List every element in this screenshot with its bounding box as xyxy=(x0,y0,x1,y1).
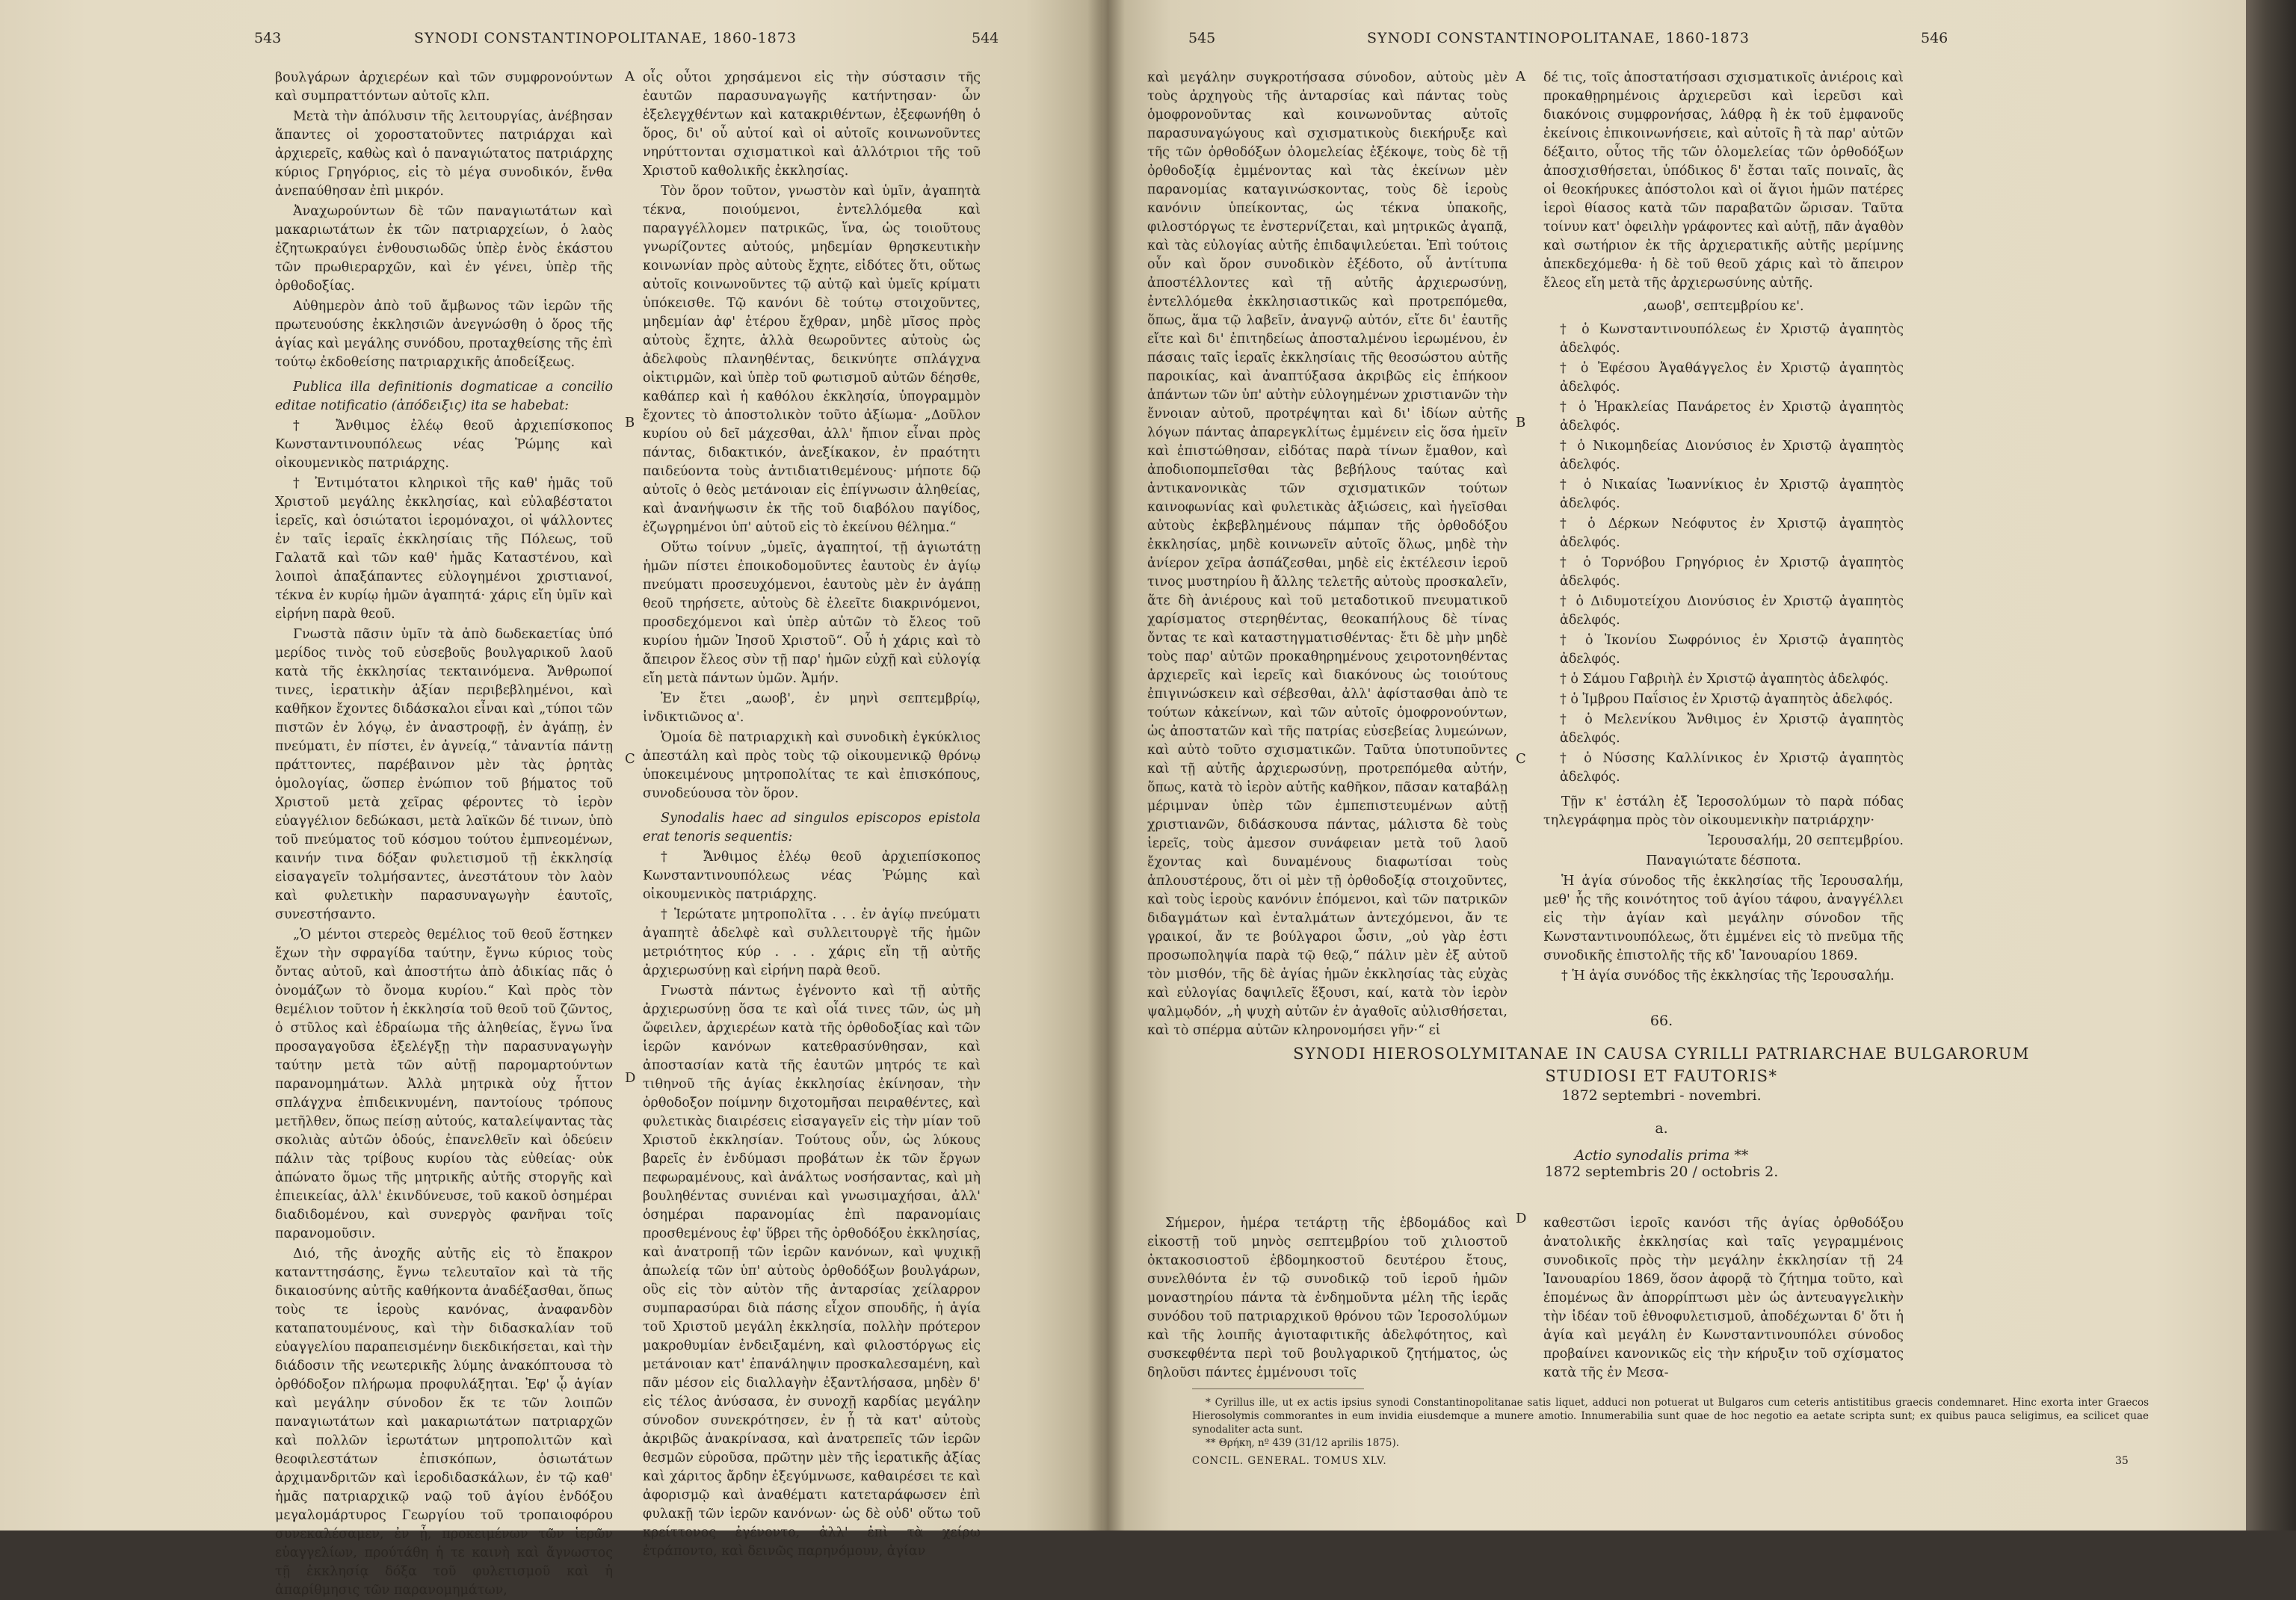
paragraph: Γνωστὰ πάντως ἐγένοντο καὶ τῇ αὐτῆς ἀρχιερωσύνῃ ὅσα τε καὶ οἷά τινες τῶν, ὡς μὴ ὤφειλεν, ἀρχιερέων κατὰ τῆς ὀρθοδοξίας καὶ τῶν ἱερῶν κανόνων κατεθρασύνθησαν, καὶ ἀποστασίαν κατὰ τῆς ἑαυτῶν μητρός τε καὶ τιθηνοῦ τῆς ἁγίας ἐκκλησίας ἐκίνησαν, τὴν ὀρθοδοξον ποίμνην διχοτομῆσαι πειραθέντες, καὶ φυλετικὰς διαιρέσεις εἰσαγαγεῖν εἰς τὴν μίαν τοῦ Χριστοῦ ἐκκλησίαν. Τούτους οὖν, ὡς λύκους βαρεῖς ἐν ἐνδύμασι προβάτων ἐκ τῶν ἔργων πεφωραμένους, καὶ ἀνάλτως νοσήσαντας, καὶ μὴ βουληθέντας συνιέναι καὶ γνωσιμαχήσαι, ἀλλ' ὁσημέραι παρανομίας ἐπὶ παρανομίαις προσθεμένους ἐφ' ὕβρει τῆς ὀρθοδόξου ἐκκλησίας, καὶ ἀνατροπῇ τῶν ἱερῶν κανόνων, καὶ ψυχικῇ ἀπωλείᾳ τῶν ὑπ' αὐτοὺς ὀρθοδόξων βουλγάρων, οὓς εἰς τὸν αὐτὸν τῆς ἀνταρσίας χείλαρρον συμπαρασύραι διὰ πάσης εἶχον σπουδῆς, ἡ ἁγία τοῦ Χριστοῦ μεγάλη ἐκκλησία, πολλὴν πρότερον μακροθυμίαν ἐνδειξαμένη, καὶ φιλοστόργως εἰς μετάνοιαν κατ' ἐπανάληψιν προσκαλεσαμένη, καὶ πᾶν μέσον εἰς διαλλαγὴν ἐξαντλήσασα, μηδὲν δ' εἰς τέλος ἀνύσασα, ἐν συνοχῇ καρδίας μεγάλην σύνοδον συνεκρότησεν, ἐν ᾗ τὰ κατ' αὐτοὺς ἀκριβῶς ἀνακρίνασα, καὶ ἀνατρεπεῖς τῶν ἱερῶν θεσμῶν εὑροῦσα, πρῶτην μὲν τῆς ἱερατικῆς ἀξίας καὶ χάριτος ἄρδην ἐξεγύμνωσε, καθαιρέσει τε καὶ ἀφορισμῷ καὶ ἀναθέματι κατεταράφωσεν ἐπὶ φυλακῇ τῶν ἱερῶν κανόνων· ὡς δὲ οὐδ' οὕτω τοῦ κρείττονος ἐγένοντο, ἀλλ' ἐπὶ τὰ χείρω ἐτράποντο, καὶ δεινῶς παρηνόμουν, ἁγίαν xyxy=(643,983,981,1559)
section-heading xyxy=(1149,1013,2173,1180)
section-title: SYNODI HIEROSOLYMITANAE IN CAUSA CYRILLI PATRIARCHAE BULGARORUM xyxy=(1293,1045,2030,1063)
margin-letter-c: C xyxy=(1516,751,1526,767)
paragraph: βουλγάρων ἀρχιερέων καὶ τῶν συμφρονούντων καὶ συμπραττόντων αὐτοῖς κλπ. xyxy=(275,70,613,104)
telegram-salutation: Παναγιώτατε δέσποτα. xyxy=(1646,853,1801,868)
page-number-right: 545 xyxy=(1188,30,1216,46)
margin-letter-b: B xyxy=(1516,415,1526,430)
bottom-column-1 xyxy=(1147,1214,1507,1380)
signature-entry: † ὁ Ἰμβρου Παΐσιος ἐν Χριστῷ ἀγαπητὸς ἀδελφός. xyxy=(1560,692,1893,707)
page-number-left-2: 544 xyxy=(972,30,999,46)
paragraph: † Ἐντιμότατοι κληρικοὶ τῆς καθ' ἡμᾶς τοῦ Χριστοῦ μεγάλης ἐκκλησίας, καὶ εὐλαβέστατοι ἱερεῖς, καὶ ὁσιώτατοι ἱερομόναχοι, οἱ ψάλλοντες ἐν ταῖς ἱεραῖς ἐκκλησίαις τῆς Πόλεως, τοῦ Γαλατᾶ καὶ τῶν καθ' ἡμᾶς Καταστένου, καὶ λοιποὶ ἀπαξάπαντες εὐλογημένοι χριστιανοί, τέκνα ἐν κυρίῳ ἡμῶν ἀγαπητά· χάρις εἴη ὑμῖν καὶ εἰρήνη παρὰ θεοῦ. xyxy=(275,476,613,622)
margin-letter-c: C xyxy=(625,751,635,767)
left-column-2 xyxy=(643,69,981,1559)
signature-entry: † ὁ Ἰκονίου Σωφρόνιος ἐν Χριστῷ ἀγαπητὸς ἀδελφός. xyxy=(1560,633,1904,667)
right-column-1 xyxy=(1147,69,1507,1038)
footnote xyxy=(1192,1396,2149,1450)
margin-letter-a: A xyxy=(625,69,635,84)
signature-entry: † ὁ Τορνόβου Γρηγόριος ἐν Χριστῷ ἀγαπητὸς ἀδελφός. xyxy=(1560,555,1904,589)
paragraph: Οὕτω τοίνυν „ὑμεῖς, ἀγαπητοί, τῇ ἁγιωτάτῃ ἡμῶν πίστει ἐποικοδομοῦντες ἑαυτοὺς ἐν ἁγίῳ πνεύματι προσευχόμενοι, ἑαυτοὺς μὲν ἐν ἀγάπῃ θεοῦ τηρήσετε, αὐτοὺς δὲ ἐλεεῖτε διακρινόμενοι, προσδεχόμενοι καὶ ὑπὲρ αὐτῶν τὸ ἔλεος τοῦ κυρίου ἡμῶν Ἰησοῦ Χριστοῦ“. Οὗ ἡ χάρις καὶ τὸ ἄπειρον ἔλεος σὺν τῇ παρ' ἡμῶν εὐχῇ καὶ εὐλογίᾳ εἴη μετὰ πάντων ὑμῶν. Ἀμήν. xyxy=(643,540,981,686)
paragraph: Γνωστὰ πᾶσιν ὑμῖν τὰ ἀπὸ δωδεκαετίας ὑπό μερίδος τινὸς τοῦ εὐσεβοῦς βουλγαρικοῦ λαοῦ κατὰ τῆς ἐκκλησίας τεκταινόμενα. Ἄνθρωποί τινες, ἱερατικὴν ἀξίαν περιβεβλημένοι, καὶ καθῆκον ἔχοντες διδάσκαλοι εἶναι καὶ „τύποι τῶν πιστῶν ἐν λόγῳ, ἐν ἀναστροφῇ, ἐν ἀγάπῃ, ἐν πνεύματι, ἐν πίστει, ἐν ἁγνείᾳ,“ τἀναντία πάντῃ πράττοντες, παρέβαινον μὲν τὰς ῥρητὰς ὁμολογίας, ὥσπερ ἐνώπιον τοῦ βήματος τοῦ Χριστοῦ μετὰ χεῖρας φέροντες τὸ ἱερὸν εὐαγγέλιον δεδώκασι, μετὰ λαϊκῶν δέ τινων, ὑπὸ τοῦ πνεύματος τοῦ κόσμου τούτου ἐμπνεομένων, καινήν τινα δόξαν φυλετισμοῦ τῇ ἐκκλησίᾳ εἰσαγαγεῖν τολμήσαντες, ἀνεστάτουν τὸν λαὸν καὶ φυλετικὴν παρασυναγωγὴν ἑαυτοῖς, συνεστήσαντο. xyxy=(275,627,613,922)
section-sub: a. xyxy=(1655,1120,1668,1137)
latin-paragraph: Publica illa definitionis dogmaticae a concilio editae notificatio (ἀπόδειξις) ita se habebat: xyxy=(275,380,613,413)
signature-entry: † ὁ Δέρκων Νεόφυτος ἐν Χριστῷ ἀγαπητὸς ἀδελφός. xyxy=(1560,516,1904,550)
date-line: ,αωοβ', σεπτεμβρίου κε'. xyxy=(1643,299,1804,314)
paragraph: „Ὁ μέντοι στερεὸς θεμέλιος τοῦ θεοῦ ἕστηκεν ἔχων τὴν σφραγίδα ταύτην, ἔγνω κύριος τοὺς ὄντας αὐτοῦ, καὶ ἀποστήτω ἀπὸ ἀδικίας πᾶς ὁ ὀνομάζων τὸ ὄνομα κυρίου.“ Καὶ πρὸς τὸν θεμέλιον τοῦτον ἡ ἐκκλησία τοῦ θεοῦ τοῦ ζῶντος, ὁ στῦλος καὶ ἑδραίωμα τῆς ἀληθείας, ἔγνω ἵνα προσαγαγοῦσα ἐξελέγξῃ τὴν παρασυναγωγὴν ταύτην μετὰ τῶν αὐτῇ παρομαρτούντων παρανομημάτων. Ἀλλὰ μητρικὰ οὐχ ἧττον σπλάγχνα ἐπιδεικνυμένη, παντοίους τρόπους μετῆλθεν, ὅπως πείσῃ αὐτούς, καταλείψαντας τὰς σκολιὰς αὐτῶν ὁδούς, ἐπανελθεῖν καὶ ὁδεύειν πάλιν τὰς τρίβους κυρίου τὰς εὐθείας· οὐκ ἀπώνατο ὅμως τῆς μητρικῆς αὐτῆς στοργῆς καὶ ἐπιεικείας, ἀλλ' ἐκινδύνευσε, τοῦ κακοῦ ὁσημέραι διαδιδομένου, καὶ συνεργὸς φανῆναι τοῖς παρανομοῦσιν. xyxy=(275,927,613,1241)
section-number: 66. xyxy=(1650,1013,1673,1029)
margin-letter-b: B xyxy=(625,415,635,430)
signature-entry: † ὁ Νικαίας Ἰωαννίκιος ἐν Χριστῷ ἀγαπητὸς ἀδελφός. xyxy=(1560,478,1904,511)
signature-entry: † ὁ Σάμου Γαβριὴλ ἐν Χριστῷ ἀγαπητὸς ἀδελφός. xyxy=(1560,672,1889,687)
paragraph: Ἀναχωρούντων δὲ τῶν παναγιωτάτων καὶ μακαριωτάτων ἐκ τῶν πατριαρχείων, ὁ λαὸς ἐζητωκραύγει ἐνθουσιωδῶς ὑπὲρ ἑνὸς ἑκάστου τῶν πρωθιεραρχῶν, καὶ ἐν γένει, ὑπὲρ τῆς ὀρθοδοξίας. xyxy=(275,204,613,294)
paragraph: Σήμερον, ἡμέρα τετάρτῃ τῆς ἑβδομάδος καὶ εἰκοστῇ τοῦ μηνὸς σεπτεμβρίου τοῦ χιλιοστοῦ ὀκτακοσιοστοῦ ἑβδομηκοστοῦ δευτέρου ἔτους, συνελθόντα ἐν τῷ συνοδικῷ τοῦ ἱεροῦ ἡμῶν μοναστηρίου πάντα τὰ ἐνδημοῦντα μέλη τῆς ἱερᾶς συνόδου τοῦ πατριαρχικοῦ θρόνου τῶν Ἱεροσολύμων καὶ τῆς λοιπῆς ἁγιοταφιτικῆς ἀδελφότητος, καὶ συσκεφθέντα περὶ τοῦ βουλγαρικοῦ ζητήματος, ὡς δηλοῦσι πάντες ἐμμένουσι τοῖς xyxy=(1147,1216,1507,1380)
page-number-left: 543 xyxy=(254,30,282,46)
running-head-right: SYNODI CONSTANTINOPOLITANAE, 1860-1873 xyxy=(1367,30,1750,46)
paragraph: Τὸν ὅρον τοῦτον, γνωστὸν καὶ ὑμῖν, ἀγαπητὰ τέκνα, ποιούμενοι, ἐντελλόμεθα καὶ παραγγέλλομεν πατρικῶς, ἵνα, ὡς τοιοῦτους γνωρίζοντες αὐτούς, μηδεμίαν θρησκευτικὴν κοινωνίαν πρὸς αὐτοὺς ἔχητε, εἰδότες ὅτι, οὕτως αὐτοῖς κοινωνοῦντες τῷ αὐτῷ καὶ ὑμεῖς κρίματι ὑπόκεισθε. Τῷ κανόνι δὲ τούτῳ στοιχοῦντες, μηδεμίαν ἀφ' ἑτέρου ἔχθραν, μηδὲ μῖσος πρὸς αὐτοὺς ἔχητε, ἀλλὰ θεωροῦντες αὐτοὺς ὡς ἀδελφοὺς πλανηθέντας, δεικνύητε σπλάγχνα οἰκτιρμῶν, καὶ ὑπὲρ τοῦ φωτισμοῦ αὐτῶν δέησθε, καθάπερ καὶ ἡ καθόλου ἐκκλησία, ὑπογραμμὸν ἔχοντες τὸ ἀποστολικὸν τοῦτο ἀξίωμα· „Δοῦλον κυρίου οὐ δεῖ μάχεσθαι, ἀλλ' ἤπιον εἶναι πρὸς πάντας, διδακτικόν, ἀνεξίκακον, ἐν πραότητι παιδεύοντα τοὺς ἀντιδιατιθεμένους· μήποτε δῷ αὐτοῖς ὁ θεὸς μετάνοιαν εἰς ἐπίγνωσιν ἀληθείας, καὶ ἀνανήψωσιν ἐκ τῆς τοῦ διαβόλου παγίδος, ἐζωγρημένοι ὑπ' αὐτοῦ εἰς τὸ ἐκείνου θέλημα.“ xyxy=(643,184,981,535)
paragraph: Τῇν κ' ἐστάλη ἐξ Ἱεροσολύμων τὸ παρὰ πόδας τηλεγράφημα πρὸς τὸν οἰκουμενικὴν πατριάρχην· xyxy=(1543,794,1904,828)
paragraph: † Ἱερώτατε μητροπολῖτα . . . ἐν ἁγίῳ πνεύματι ἀγαπητὲ ἀδελφὲ καὶ συλλειτουργὲ τῆς ἡμῶν μετριότητος κύρ . . . χάρις εἴη τῇ αὐτῆς ἀρχιερωσύνῃ καὶ εἰρήνη παρὰ θεοῦ. xyxy=(643,907,981,978)
paragraph: Ἐν ἔτει „αωοβ', ἐν μηνὶ σεπτεμβρίῳ, ἰνδικτιῶνος α'. xyxy=(643,691,981,725)
signature-mark: 35 xyxy=(2115,1455,2129,1467)
telegram-place-date: Ἱερουσαλήμ, 20 σεπτεμβρίου. xyxy=(1708,833,1904,848)
paragraph: δέ τις, τοῖς ἀποστατήσασι σχισματικοῖς ἀνιέροις καὶ προκαθῃρημένοις ἀρχιερεῦσι καὶ ἱερεῦσι καὶ διακόνοις συμφρονήσας, λάθρᾳ ἢ ἐκ τοῦ ἐμφανοῦς ἐκείνοις ἐπικοινωνήσειε, καὶ αὐτοῖς ἢ τὰ παρ' αὐτῶν δέξαιτο, οὗτος τῆς τῶν ὁλομελείας τῶν ὀρθοδόξων ἀποσχισθήσεται, ὑπόδικος δ' ἔσται ταῖς ποιναῖς, ἃς οἱ θεοκήρυκες ἀπόστολοι καὶ οἱ ἅγιοι ἡμῶν πατέρες ἱεροὶ θίασος κατὰ τῶν παραβατῶν ὥρισαν. Ταῦτα τοίνυν κατ' ὀφειλὴν γράφοντες καὶ αὐτῇ, πᾶν ἀγαθὸν καὶ σωτήριον ἐκ τῆς ἀρχιερατικῆς αὐτῆς μερίμνης ἀπεκδεχόμεθα· ἡ δὲ τοῦ θεοῦ χάρις καὶ τὸ ἄπειρον ἔλεος εἴη μετὰ τῆς ἀρχιερωσύνης αὐτῆς. xyxy=(1543,70,1904,291)
latin-paragraph: Synodalis haec ad singulos episcopos epistola erat tenoris sequentis: xyxy=(643,811,981,844)
paragraph: καὶ μεγάλην συγκροτήσασα σύνοδον, αὐτοὺς μὲν τοὺς ἀρχηγοὺς τῆς ἀνταρσίας καὶ πάντας τοὺς ὁμοφρονοῦντας καὶ κοινωνοῦντας αὐτοῖς παρασυναγώγους καὶ σχισματικοὺς διεκήρυξε καὶ τῆς τῶν ὀρθοδόξων ὁλομελείας ἐξέκοψε, τοὺς δὲ τῇ ὀρθοδοξίᾳ ἐμμένοντας καὶ τὰς ἐκείνων μὲν παρανομίας καταγινώσκοντας, τοὺς δὲ ἱεροὺς κανόνιν ὑπείκοντας, ὡς τέκνα ὑπακοῆς, φιλοστόργως τε ἐνστερνίζεται, καὶ μητρικῶς ἀγαπᾷ, καὶ τὰς εὐλογίας αὐτῆς ἐπιδαψιλεύεται. Ἐπὶ τούτοις οὖν καὶ ὅρον συνοδικὸν ἐξέδοτο, οὗ ἀντίτυπα ἀποστέλλοντες καὶ τῇ αὐτῆς ἀρχιερωσύνῃ, ἐντελλόμεθα ἐκκλησιαστικῶς καὶ προτρεπόμεθα, ὅπως, ἅμα τῷ λαβεῖν, ἀναγνῷ αὐτόν, εἴτε δι' ἑαυτῆς εἴτε καὶ δι' ἐπιτηδείως ἀποσταλμένου ἱερωμένου, ἐν πάσαις ταῖς ἱεραῖς ἐκκλησίαις τῆς θεοσώστου αὐτῆς παροικίας, καὶ ἀναπτύξασα ἀκριβῶς εἰς ἐπήκοον ἁπάντων τῶν ὑπ' αὐτὴν εὐλογημένων χριστιανῶν τὴν ἔννοιαν αὐτοῦ, προτρέψηται καὶ δι' ἰδίων αὐτῆς λόγων πάντας ἀπαρεγκλίτως ἐμμένειν εἰς ὅσα ἡμεῖν καὶ ἐπιστώθησαν, εἰδότας παρὰ τίνων ἔμαθον, καὶ ἀποδιοπομπεῖσθαι τὰς βεβήλους ταύτας καὶ ἀντικανονικὰς τῶν σχισματικῶν τούτων καινοφωνίας καὶ φυλετικὰς ἀξιώσεις, καὶ ἡγεῖσθαι αὐτοὺς ἐκβεβλημένους πάμπαν τῆς ὀρθοδόξου ἐκκλησίας, μηδὲ κοινωνεῖν αὐτοῖς ὅλως, μηδὲ τὴν ἀνίερον χεῖρα ἀσπάζεσθαι, μηδὲ εἰς ἐκτέλεσιν ἱεροῦ τινος μυστηρίου ἢ ἄλλης τελετῆς αὐτοὺς προσκαλεῖν, ἅτε δὴ ἀνιέρους καὶ τοῦ μεταδοτικοῦ πνευματικοῦ χαρίσματος στερηθέντας, θεοκαπήλους δὲ τίνας ὄντας τε καὶ καταστηγματισθέντας· ἔτι δὲ μὴν μηδὲ τοὺς παρ' αὐτῶν προκαθηρημένους χειροτονηθέντας ἀρχιερεῖς καὶ ἱερεῖς καὶ διακόνους ὡς τοιούτους ἐπιγινώσκειν καὶ σέβεσθαι, ἀλλ' ἀφίστασθαι ἀπὸ τε τούτων κἀκείνων, καὶ τῶν αὐτοῖς ὁμοφρονούντων, ὡς ἀποστατῶν καὶ τῆς πατρίας εὐσεβείας λυμεώνων, καὶ αὐτὸ τοῦτο σχισματικῶν. Ταῦτα ὑποτυποῦντες καὶ τῇ αὐτῆς ἀρχιερωσύνῃ, προτρεπόμεθα αὐτήν, ὅπως, κατὰ τὸ ἱερὸν αὐτῆς καθῆκον, πᾶσαν καταβάλῃ μέριμναν ὑπὲρ τῶν ἐμπεπιστευμένων αὐτῇ χριστιανῶν, διδάσκουσα πάντας, μάλιστα δὲ τοὺς ἱερεῖς, τοὺς ἀμεσον συνάφειαν μετὰ τοῦ λαοῦ ἔχοντας καὶ δυναμένους διαφωτίσαι τοὺς ἁπλουστέρους, ὅτι οἱ μὲν τῇ ὀρθοδοξίᾳ στοιχοῦντες, καὶ τοὺς ἱεροὺς κανόνιν ἑπόμενοι, καὶ τῶν πατρικῶν διδαγμάτων καὶ ἐνταλμάτων ἀντεχόμενοι, ἄν τε γραικοί, ἄν τε βούλγαροι ὦσιν, „οὐ γὰρ ἐστι προσωποληψία παρὰ τῷ θεῷ,“ πάλιν μὲν ἐξ αὐτοῦ τὸν μισθόν, τῆς δὲ ἁγίας ἡμῶν ἐκκλησίας τὰς εὐχὰς καὶ εὐλογίας δαψιλεῖς ἕξουσι, καί, κατὰ τὸν ἱερὸν ψαλμῳδόν, „ἡ ψυχὴ αὐτῶν ἐν ἀγαθοῖς αὐλισθήσεται, καὶ τὸ σπέρμα αὐτῶν κληρονομήσει γῆν·“ εἰ xyxy=(1147,70,1507,1038)
paragraph: Αὐθημερὸν ἀπὸ τοῦ ἄμβωνος τῶν ἱερῶν τῆς πρωτευούσης ἐκκλησιῶν ἀνεγνώσθη ὁ ὅρος τῆς ἁγίας καὶ μεγάλης συνόδου, προταχθείσης τῆς ἐπὶ τούτῳ ἐκδοθείσης πατριαρχικῆς ἀποδείξεως. xyxy=(275,299,613,370)
paragraph: † Ἄνθιμος ἐλέῳ θεοῦ ἀρχιεπίσκοπος Κωνσταντινουπόλεως νέας Ῥώμης καὶ οἰκουμενικὸς πατριάρχης. xyxy=(275,418,613,471)
left-column-1 xyxy=(275,69,613,1598)
signature-entry: † ὁ Μελενίκου Ἄνθιμος ἐν Χριστῷ ἀγαπητὸς ἀδελφός. xyxy=(1560,712,1904,746)
paragraph: † Ἄνθιμος ἐλέῳ θεοῦ ἀρχιεπίσκοπος Κωνσταντινουπόλεως νέας Ῥώμης καὶ οἰκουμενικὸς πατριάρχης. xyxy=(643,850,981,902)
signature-entry: † ὁ Διδυμοτείχου Διονύσιος ἐν Χριστῷ ἀγαπητὸς ἀδελφός. xyxy=(1560,594,1904,628)
page-number-right-2: 546 xyxy=(1921,30,1948,46)
margin-letter-d: D xyxy=(1516,1211,1527,1226)
telegram-signature: † Ἡ ἁγία συνόδος τῆς ἐκκλησίας τῆς Ἱερουσαλήμ. xyxy=(1561,969,1895,983)
signature-entry: † ὁ Νικομηδείας Διονύσιος ἐν Χριστῷ ἀγαπητὸς ἀδελφός. xyxy=(1560,439,1904,472)
signature-entry: † ὁ Κωνσταντινουπόλεως ἐν Χριστῷ ἀγαπητὸς ἀδελφός. xyxy=(1560,322,1904,356)
actio-title: Actio synodalis prima ** xyxy=(1574,1147,1749,1164)
paragraph: οἷς οὗτοι χρησάμενοι εἰς τὴν σύστασιν τῆς ἑαυτῶν παρασυναγωγῆς κατήντησαν· ὧν ἐξελεγχθέντων καὶ κατακριθέντων, ἐξεφωνήθη ὁ ὅρος, δι' οὗ αὐτοί καὶ οἱ αὐτοῖς κοινωνοῦντες νηρύττονται σχισματικοὶ καὶ ἀλλότριοι τῆς τοῦ Χριστοῦ καθολικῆς ἐκκλησίας. xyxy=(643,70,981,179)
signature-entry: † ὁ Ἐφέσου Ἀγαθάγγελος ἐν Χριστῷ ἀγαπητὸς ἀδελφός. xyxy=(1560,361,1904,395)
footnote-2: ** Θρήκη, nº 439 (31/12 aprilis 1875). xyxy=(1206,1437,1400,1449)
paragraph: Ἡ ἁγία σύνοδος τῆς ἐκκλησίας τῆς Ἱερουσαλήμ, μεθ' ἧς τῆς κοινότητος τοῦ ἁγίου τάφου, ἀναγγέλλει εἰς τὴν ἁγίαν καὶ μεγάλην σύνοδον τῆς Κωνσταντινουπόλεως, ὅτι ἐμμένει εἰς τὸ πνεῦμα τῆς συνοδικῆς ἐπιστολῆς τῆς κδ' Ἰανουαρίου 1869. xyxy=(1543,874,1904,963)
right-column-2 xyxy=(1543,69,1904,983)
margin-letter-d: D xyxy=(625,1070,636,1086)
signature-entry: † ὁ Νύσσης Καλλίνικος ἐν Χριστῷ ἀγαπητὸς ἀδελφός. xyxy=(1560,751,1904,785)
actio-date: 1872 septembris 20 / octobris 2. xyxy=(1544,1164,1779,1180)
signature-line: CONCIL. GENERAL. TOMUS XLV. xyxy=(1192,1455,1387,1467)
paragraph: Διό, τῆς ἀνοχῆς αὐτῆς εἰς τὸ ἔπακρον κατανττησάσης, ἔγνω τελευταῖον καὶ τὰ τῆς δικαιοσύνης αὐτῆς καθήκοντα ἀναδέξασθαι, ὅπως τοὺς τε ἱεροὺς κανόνας, ἀναφανδὸν καταπατουμένους, καὶ τὴν διδασκαλίαν τοῦ εὐαγγελίου παραπεισμένην διεκδικήσεται, καὶ τὴν διάδοσιν τῆς νεωτερικῆς λύμης ἀνακόπτουσα τὸ ὀρθόδοξον πλήρωμα προφυλάξηται. Ἐφ' ᾧ ἁγίαν καὶ μεγάλην σύνοδον ἔκ τε τῶν λοιπῶν παναγιωτάτων καὶ μακαριωτάτων πατριαρχῶν καὶ πολλῶν ἱερωτάτων μητροπολιτῶν καὶ θεοφιλεστάτων ἐπισκόπων, ὁσιωτάτων ἀρχιμανδριτῶν καὶ ἱεροδιδασκάλων, ἐν τῷ καθ' ἡμᾶς πατριαρχικῷ ναῷ τοῦ ἁγίου ἐνδόξου μεγαλομάρτυρος Γεωργίου τοῦ τροπαιοφόρου συνεκαλέσαμεν, ἐν ᾗ, προκειμένων τῶν ἱερῶν εὐαγγελίων, προύτάθη ἡ τε καινὴ καὶ ἄγνωστος τῇ ἐκκλησίᾳ δόξα τοῦ φυλετισμοῦ καὶ ἡ ἀπαρίθμησις τῶν παρανομημάτων, xyxy=(275,1247,613,1598)
book-edge xyxy=(2246,0,2296,1530)
signature-entry: † ὁ Ἡρακλείας Πανάρετος ἐν Χριστῷ ἀγαπητὸς ἀδελφός. xyxy=(1560,400,1904,433)
footnote-1: * Cyrillus ille, ut ex actis ipsius synodi Constantinopolitanae satis liquet, adduci non potuerat ut Bulgaros cum ceteris antistitibus graecis condemnaret. Hinc exorta inter Graecos Hierosolymis commorantes in eum invidia eiusdemque a munere amotio. Innumerabilia sunt quae de hoc negotio ea aetate scripta sunt; ex quibus pauca seligimus, ea scilicet quae synodaliter acta sunt. xyxy=(1192,1397,2149,1436)
paragraph: καθεστῶσι ἱεροῖς κανόσι τῆς ἁγίας ὀρθοδόξου ἀνατολικῆς ἐκκλησίας καὶ ταῖς γεγραμμένοις συνοδικοῖς πρὸς τὴν μεγάλην ἐκκλησίαν τῇ 24 Ἰανουαρίου 1869, ὅσον ἀφορᾷ τὸ ζήτημα τοῦτο, καὶ ἑπομένως ἂν ἀπορρίπτωσι μὲν ὡς ἀντευαγγελικὴν τὴν ἰδέαν τοῦ ἐθνοφυλετισμοῦ, ἀποδέχωνται δ' ὅτι ἡ ἁγία καὶ μεγάλη ἐν Κωνσταντινουπόλει σύνοδος προβαίνει κανονικῶς εἰς τὴν κήρυξιν τοῦ σχίσματος κατὰ τῆς ἐν Μεσα- xyxy=(1543,1216,1904,1380)
left-page xyxy=(0,0,1102,1598)
section-title-2: STUDIOSI ET FAUTORIS* xyxy=(1545,1067,1778,1085)
paragraph: Ὁμοία δὲ πατριαρχικὴ καὶ συνοδικὴ ἐγκύκλιος ἀπεστάλη καὶ πρὸς τοὺς τῷ οἰκουμενικῷ θρόνῳ ὑποκειμένους μητροπολίτας τε καὶ ἐπισκόπους, συνοδεύουσα τὸν ὅρον. xyxy=(643,730,981,801)
book-gutter xyxy=(1087,0,1125,1530)
section-dates: 1872 septembri - novembri. xyxy=(1561,1087,1762,1104)
margin-letter-a: A xyxy=(1516,69,1525,84)
running-head-left: SYNODI CONSTANTINOPOLITANAE, 1860-1873 xyxy=(414,30,797,46)
paragraph: Μετὰ τὴν ἀπόλυσιν τῆς λειτουργίας, ἀνέβησαν ἅπαντες οἱ χοροστατοῦντες πατριάρχαι καὶ ἀρχιερεῖς, καθὼς καὶ ὁ παναγιώτατος πατριάρχης κύριος Γρηγόριος, εἰς τὸ μέγα συνοδικόν, ἔνθα ἀνεπαύθησαν ἐπὶ μικρόν. xyxy=(275,109,613,199)
bottom-column-2 xyxy=(1543,1214,1904,1380)
